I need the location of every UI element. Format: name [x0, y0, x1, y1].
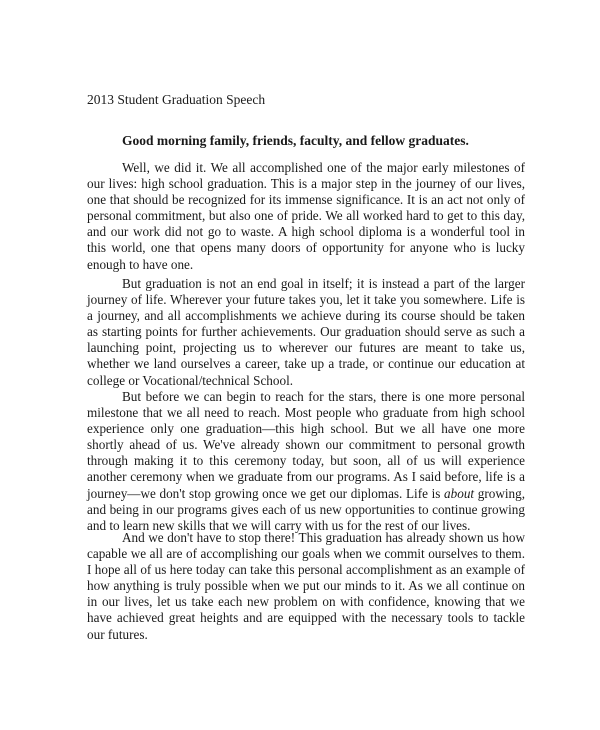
paragraph-3-text-start: But before we can begin to reach for the stars, there is one more personal milestone that we all need to reach. Most people who graduate from high school experience only one graduation—this high school. But we all have one more shortly ahead of us. We've already shown our commitment to personal growth through making it to this ceremony today, but soon, all of us will experience another ceremony when we graduate from our programs. As I said before, life is a journey—we don't stop growing once we get our diplomas. Life is [87, 389, 525, 501]
speech-salutation: Good morning family, friends, faculty, and fellow graduates. [122, 133, 469, 148]
speech-paragraph-3 [87, 389, 525, 534]
speech-paragraph-4: And we don't have to stop there! This graduation has already shown us how capable we all are of accomplishing our goals when we commit ourselves to them. I hope all of us here today can take this personal accomplishment as an example of how anything is truly possible when we put our minds to it. As we all continue on in our lives, let us take each new problem on with confidence, knowing that we have achieved great heights and are equipped with the necessary tools to tackle our futures. [87, 530, 525, 642]
emphasized-word: about [444, 485, 475, 501]
paragraph-3-text-end: growing, and being in our programs gives each of us new opportunities to continue growing and to learn new skills that we will carry with us for the rest of our lives. [87, 485, 525, 533]
speech-paragraph-2: But graduation is not an end goal in itself; it is instead a part of the larger journey of life. Wherever your future takes you, let it take you somewhere. Life is a journey, and all accomplishments we achieve during its course should be taken as starting points for further achievements. Our graduation should serve as such a launching point, projecting us to wherever our futures are meant to take us, whether we land ourselves a career, take up a trade, or continue our education at college or Vocational/technical School. [87, 276, 525, 388]
document-title: 2013 Student Graduation Speech [87, 92, 266, 107]
speech-paragraph-1: Well, we did it. We all accomplished one of the major early milestones of our lives: high school graduation. This is a major step in the journey of our lives, one that should be recognized for its immense significance. It is an act not only of personal commitment, but also one of pride. We all worked hard to get to this day, and our work did not go to waste. A high school diploma is a wonderful tool in this world, one that opens many doors of opportunity for anyone who is lucky enough to have one. [87, 160, 525, 272]
